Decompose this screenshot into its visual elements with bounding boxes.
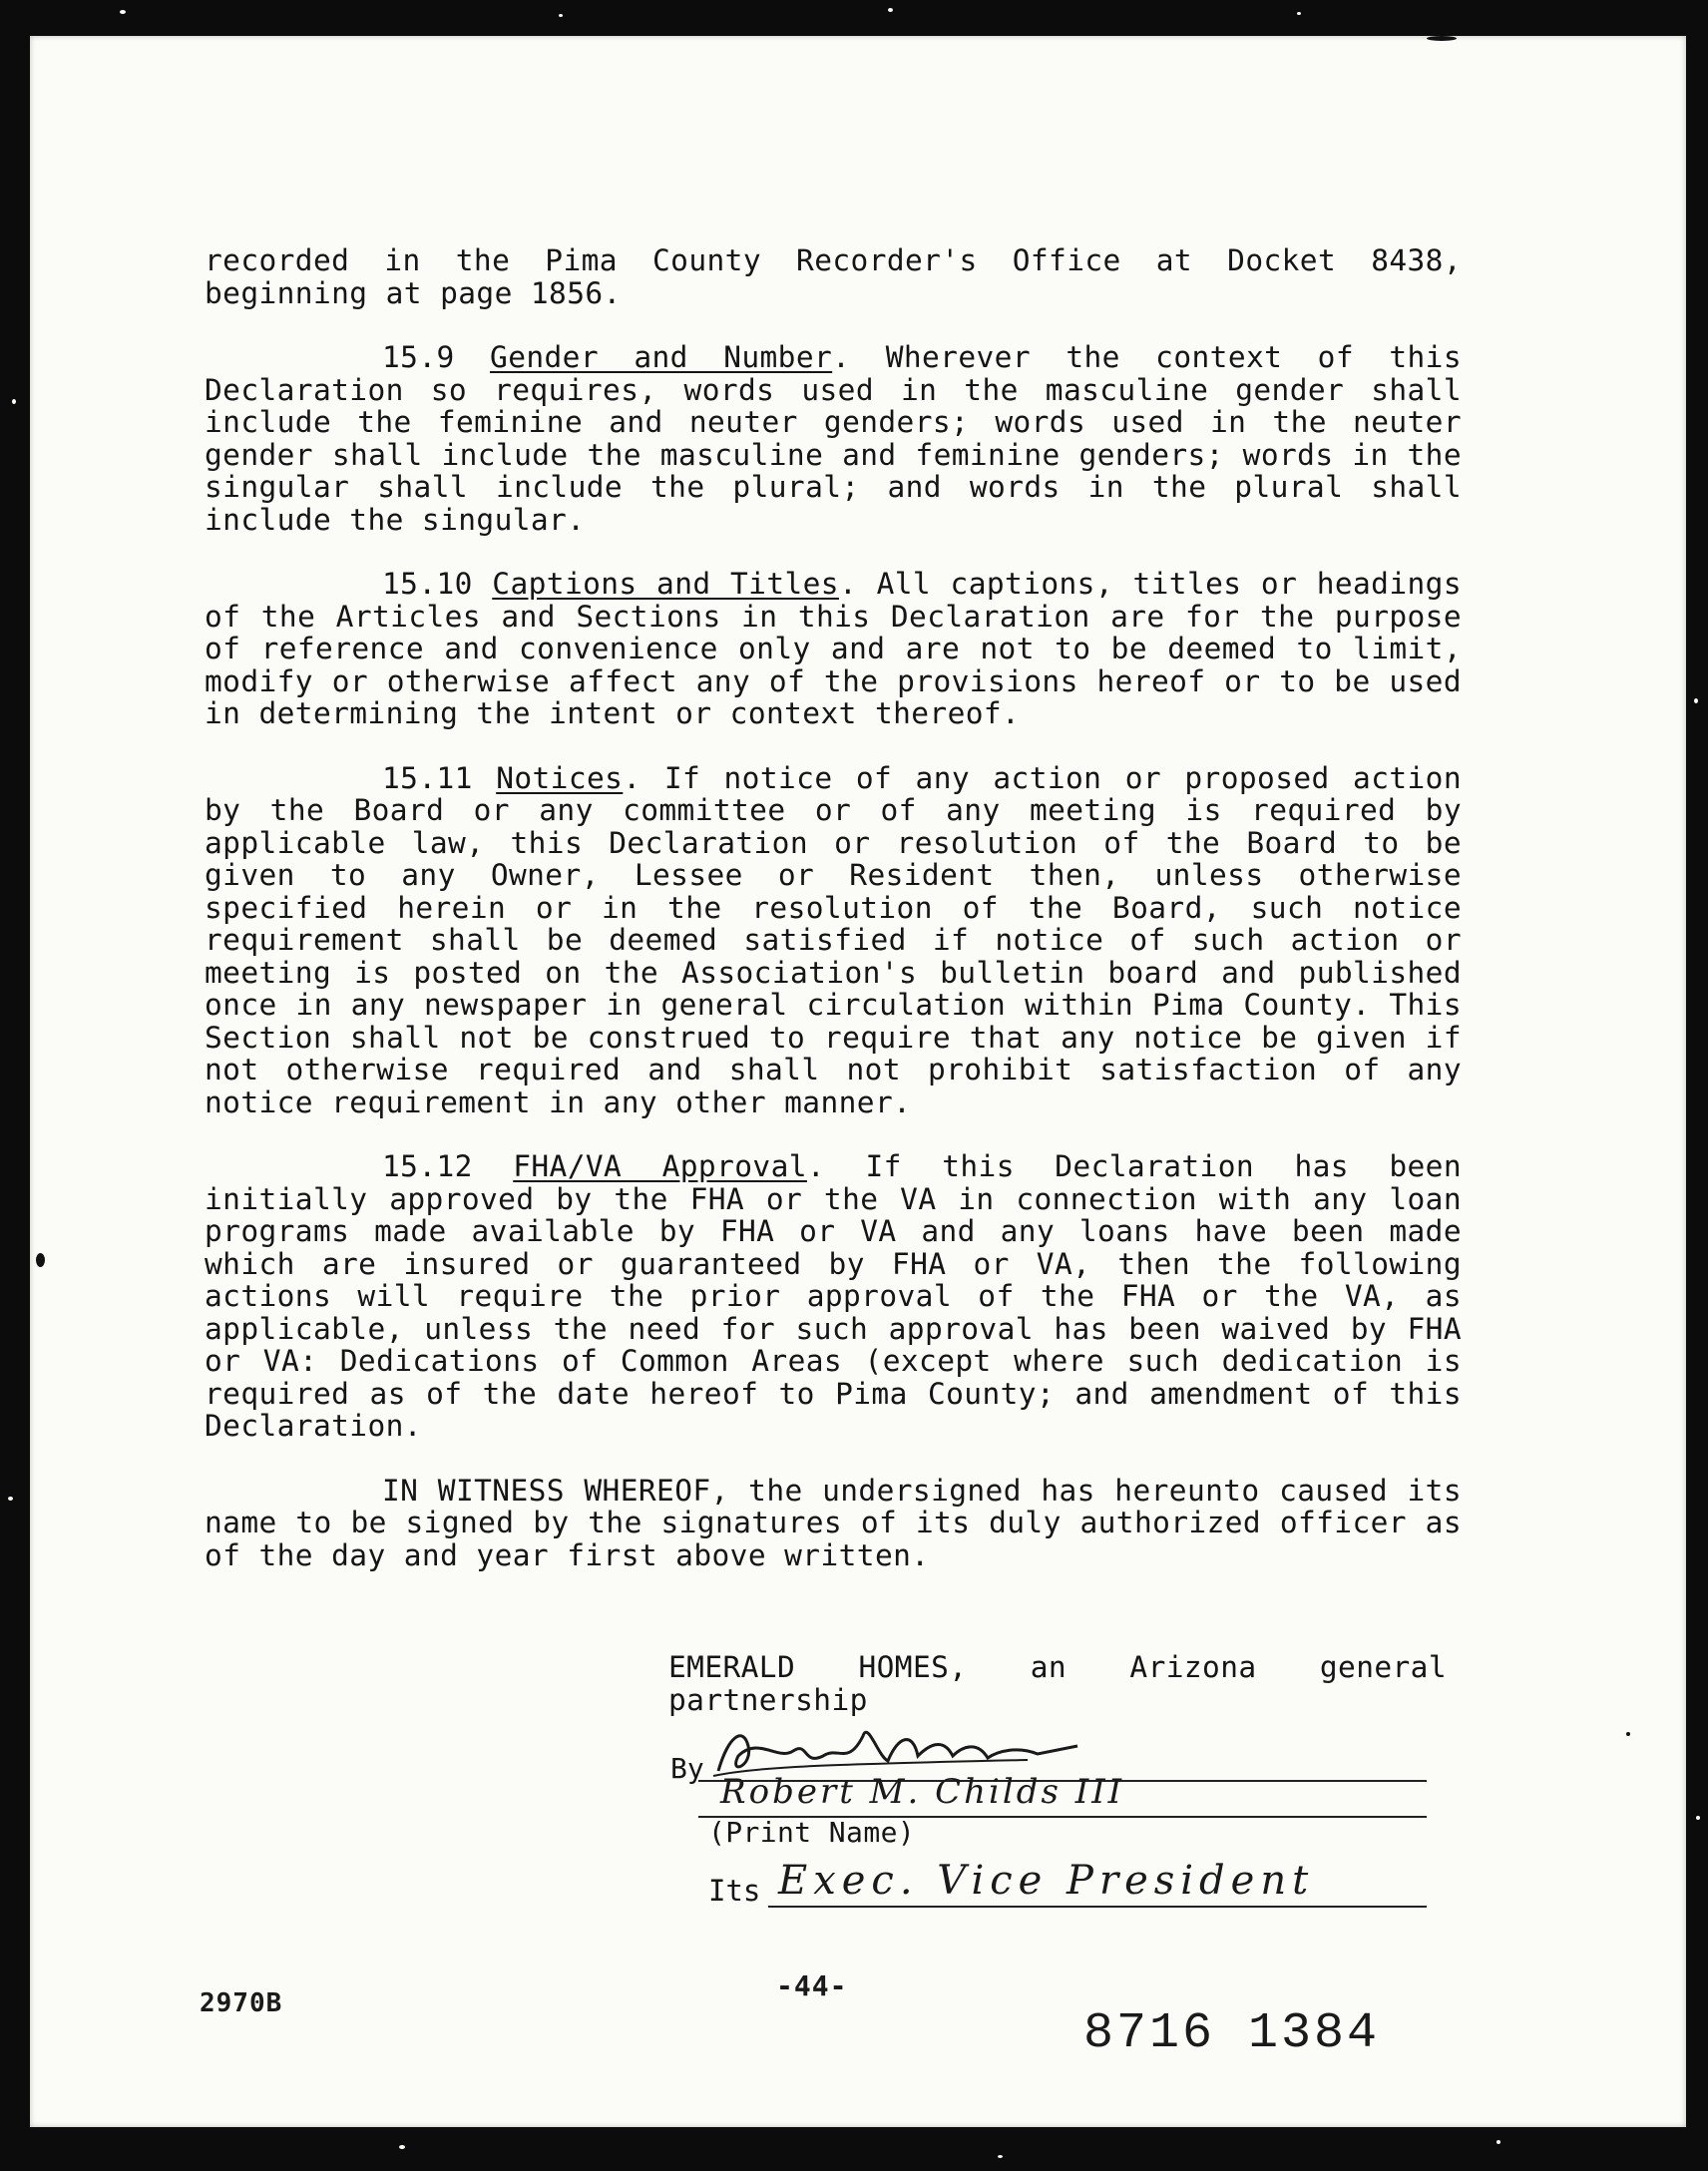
section-15-11	[205, 762, 1462, 1119]
print-name-handwritten: Robert M. Childs III	[720, 1772, 1125, 1812]
paragraph-text: IN WITNESS WHEREOF, the undersigned has hereunto caused its name to be signed by the signatures of its duly authorized officer as of the day and year first above written.	[205, 1473, 1462, 1572]
section-heading: FHA/VA Approval	[513, 1149, 807, 1183]
section-number: 15.11	[382, 760, 473, 795]
section-text: . If notice of any action or proposed action by the Board or any committee or of any meeting is required by applicable law, this Declaration or resolution of the Board to be given to any Owner, Lessee or Resident then, unless otherwise specified herein or in the resolution of the Board, such notice requirement shall be deemed satisfied if notice of such action or meeting is posted on the Association's bulletin board and published once in any newspaper in general circulation within Pima County. This Section shall not be construed to require that any notice be given if not otherwise required and shall not prohibit satisfaction of any notice requirement in any other manner.	[205, 760, 1462, 1119]
company-name: EMERALD HOMES, an Arizona general partnership	[668, 1650, 1447, 1717]
section-heading: Notices	[496, 760, 624, 795]
its-label: Its	[708, 1874, 761, 1908]
paragraph-continuation	[205, 244, 1462, 309]
section-text: . Wherever the context of this Declaration so requires, words used in the masculine gender shall include the feminine and neuter genders; words used in the neuter gender shall include the masculine and feminine genders; words in the singular shall include the plural; and words in the plural shall include the singular.	[205, 340, 1462, 537]
document-code: 2970B	[200, 1988, 283, 2018]
section-number: 15.9	[382, 340, 455, 374]
section-heading: Captions and Titles	[492, 567, 839, 601]
document-body	[205, 244, 1462, 1603]
title-handwritten: Exec. Vice President	[778, 1858, 1315, 1904]
section-15-9	[205, 341, 1462, 536]
by-label: By	[670, 1752, 704, 1785]
recording-reference: 8716 1384	[1083, 2005, 1381, 2062]
signature-block	[668, 1651, 1447, 1716]
page-number: -44-	[776, 1969, 848, 2002]
section-text: . If this Declaration has been initially approved by the FHA or the VA in connection with any loan programs made available by FHA or VA and any loans have been made which are insured or guaranteed by FHA or VA, then the following actions will require the prior approval of the FHA or the VA, as applicable, unless the need for such approval has been waived by FHA or VA: Dedications of Common Areas (except where such dedication is required as of the date hereof to Pima County; and amendment of this Declaration.	[205, 1149, 1462, 1443]
print-name-label: (Print Name)	[708, 1816, 916, 1849]
paragraph-text: recorded in the Pima County Recorder's Office at Docket 8438, beginning at page 1856.	[205, 243, 1462, 310]
section-heading: Gender and Number	[490, 340, 833, 374]
witness-clause	[205, 1475, 1462, 1572]
title-line	[768, 1906, 1427, 1908]
section-text: . All captions, titles or headings of the Articles and Sections in this Declaration are for the purpose of reference and convenience only and are not to be deemed to limit, modify or otherwise affect any of the provisions hereof or to be used in determining the intent or context thereof.	[205, 567, 1462, 730]
section-number: 15.10	[382, 567, 473, 601]
section-15-10	[205, 568, 1462, 730]
section-15-12	[205, 1150, 1462, 1443]
section-number: 15.12	[382, 1149, 473, 1183]
